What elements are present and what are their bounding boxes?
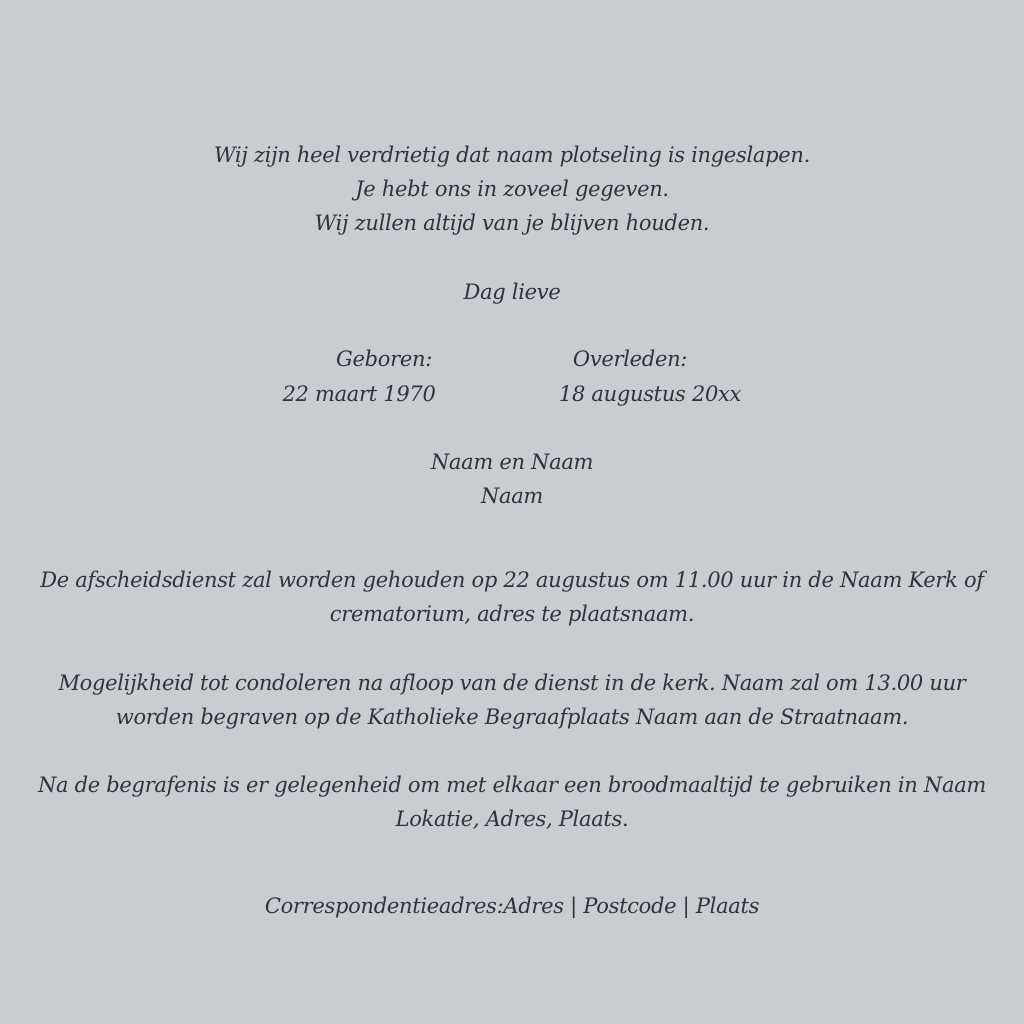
birth-date: 22 maart 1970 [282,382,436,406]
names-line-1: Naam en Naam [430,450,594,474]
meal-line-2: Lokatie, Adres, Plaats. [395,807,629,831]
service-line-2: crematorium, adres te plaatsnaam. [329,602,695,626]
intro-line-3: Wij zullen altijd van je blijven houden. [314,211,710,235]
birth-label: Geboren: [336,347,432,371]
service-line-1: De afscheidsdienst zal worden gehouden op 22 augustus om 11.00 uur in de Naam Kerk of [40,568,984,592]
condolence-line-2: worden begraven op de Katholieke Begraafplaats Naam aan de Straatnaam. [115,705,909,729]
farewell-line: Dag lieve [463,280,561,304]
death-date: 18 augustus 20xx [558,382,742,406]
correspondence-address: Correspondentieadres:Adres | Postcode | Plaats [264,894,760,918]
meal-line-1: Na de begrafenis is er gelegenheid om met elkaar een broodmaaltijd te gebruiken in Naam [37,773,987,797]
intro-line-1: Wij zijn heel verdrietig dat naam plotseling is ingeslapen. [213,143,811,167]
death-label: Overleden: [572,347,688,371]
names-line-2: Naam [480,484,544,508]
condolence-line-1: Mogelijkheid tot condoleren na afloop van de dienst in de kerk. Naam zal om 13.00 uur [58,671,966,695]
intro-line-2: Je hebt ons in zoveel gegeven. [355,177,669,201]
